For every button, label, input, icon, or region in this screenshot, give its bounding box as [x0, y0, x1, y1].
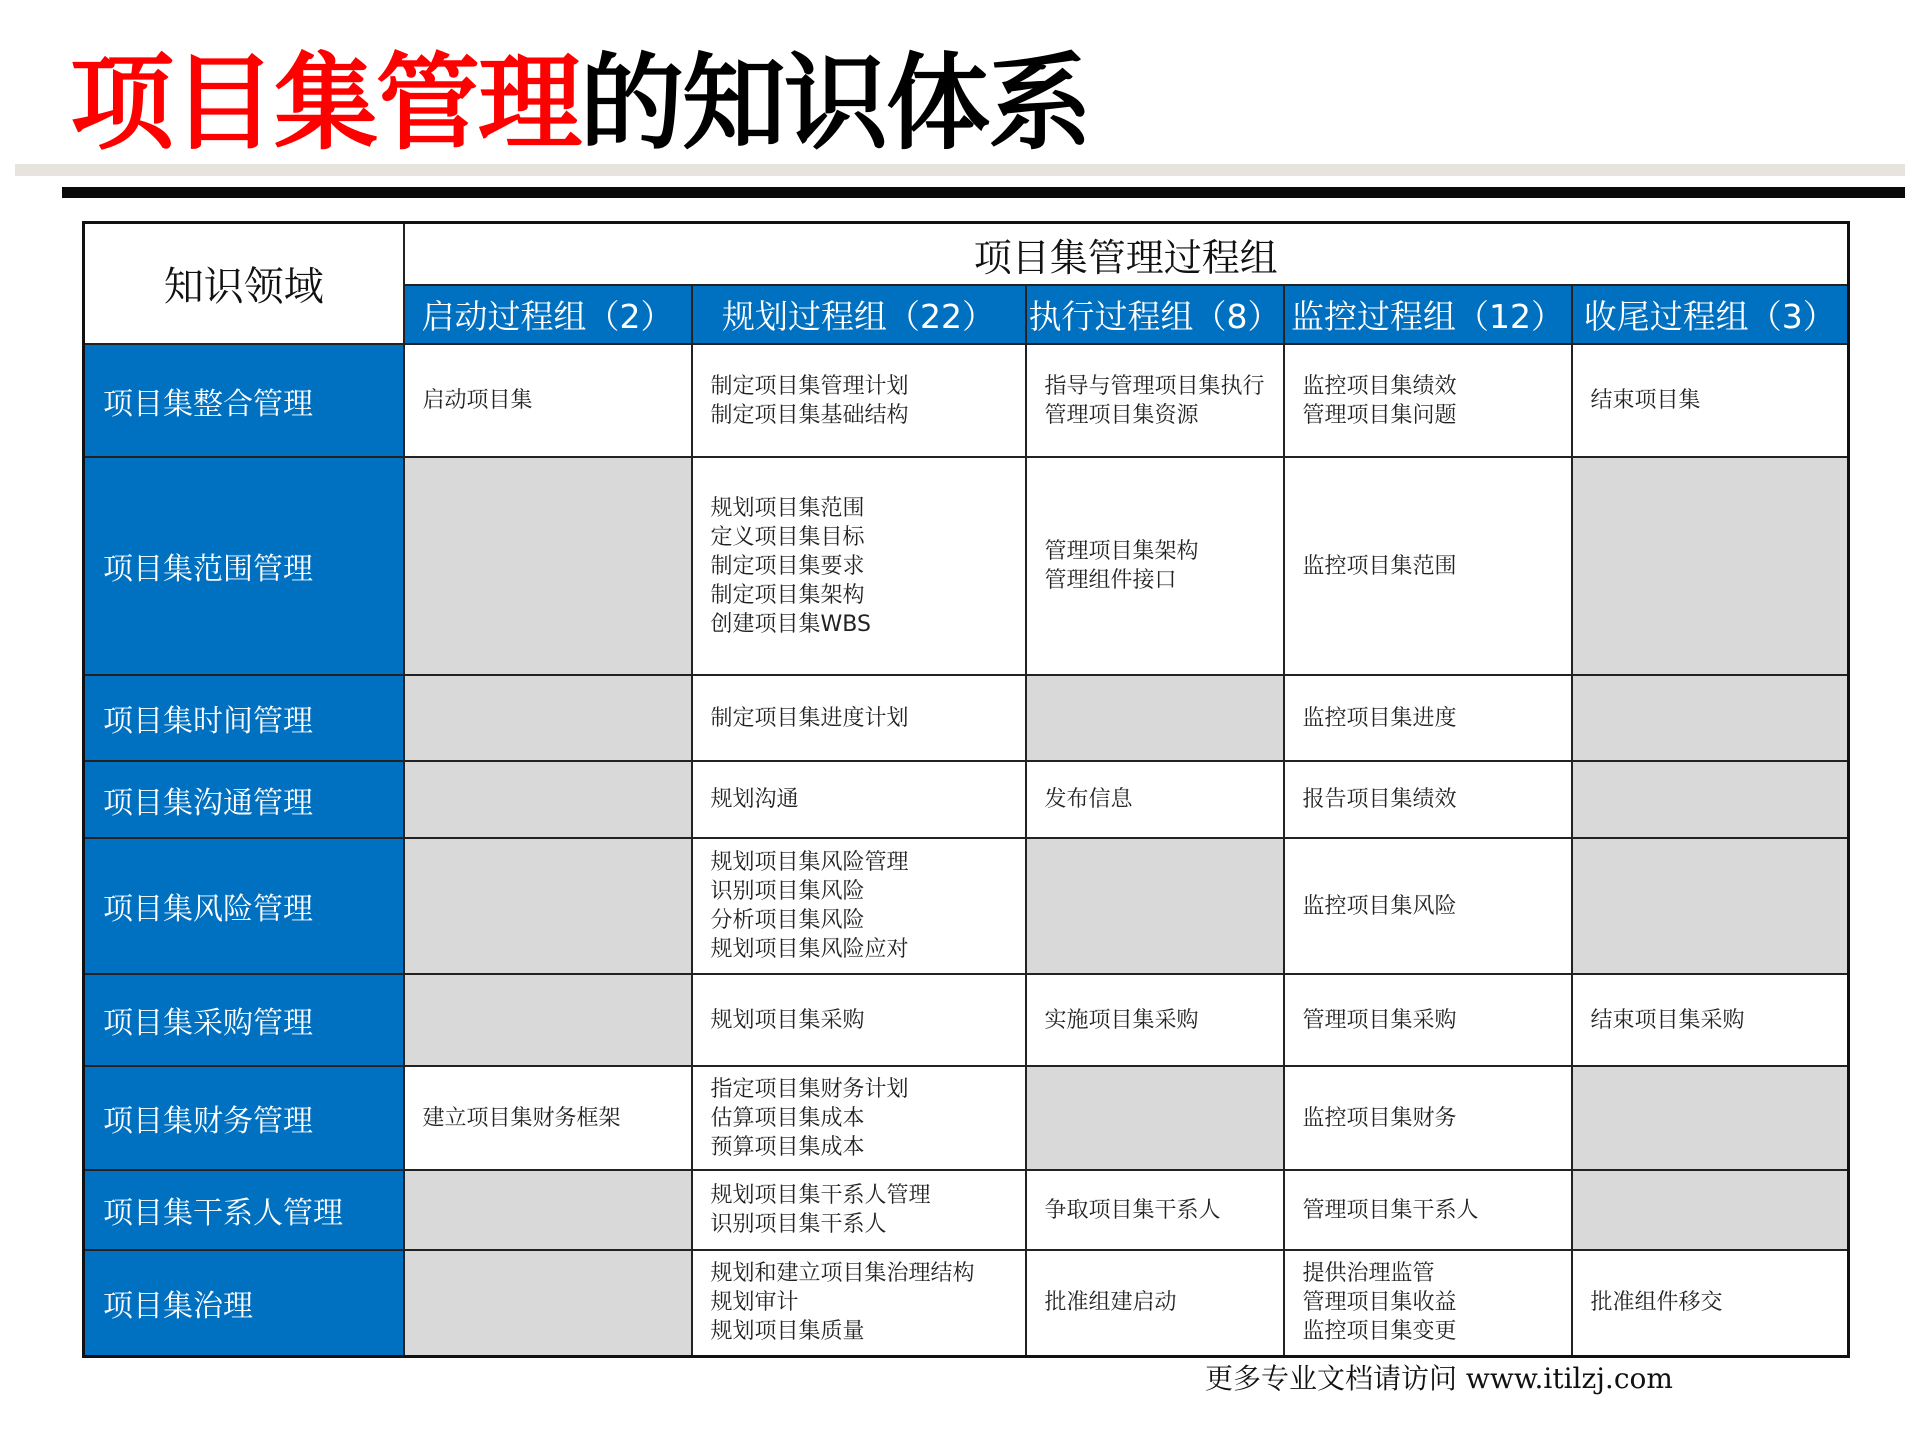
process-name: 监控项目集风险 — [1302, 893, 1457, 919]
process-cell — [1026, 1250, 1284, 1356]
process-name: 监控项目集绩效 — [1302, 373, 1457, 399]
process-cell — [1284, 1250, 1572, 1356]
process-group-title: 项目集管理过程组 — [404, 223, 1849, 286]
process-name: 管理组件接口 — [1044, 568, 1177, 593]
empty-process-cell — [1026, 1066, 1284, 1170]
page-title-black-part: 的知识体系 — [580, 42, 1091, 164]
process-name: 建立项目集财务框架 — [422, 1105, 621, 1131]
process-cell — [1284, 1170, 1572, 1250]
process-cell — [692, 1170, 1026, 1250]
knowledge-matrix-table — [82, 221, 1850, 1358]
process-name: 规划项目集风险管理 — [710, 850, 909, 875]
process-cell — [404, 1066, 692, 1170]
process-name: 监控项目集变更 — [1302, 1319, 1457, 1345]
page-title-red-part: 项目集管理 — [70, 42, 581, 164]
process-name: 制定项目集架构 — [710, 582, 865, 608]
empty-process-cell — [1026, 838, 1284, 974]
process-cell — [1572, 974, 1849, 1066]
process-name: 监控项目集进度 — [1302, 705, 1457, 731]
empty-process-cell — [404, 1250, 692, 1356]
process-name: 管理项目集架构 — [1044, 539, 1199, 564]
footer-watermark: 更多专业文档请访问 www.itilzj.com — [1205, 1362, 1673, 1395]
process-name: 管理项目集资源 — [1044, 402, 1199, 428]
empty-process-cell — [1572, 1170, 1849, 1250]
empty-process-cell — [404, 974, 692, 1066]
table-row — [84, 1170, 1849, 1250]
empty-process-cell — [404, 838, 692, 974]
process-name: 监控项目集财务 — [1302, 1105, 1457, 1131]
process-name: 规划和建立项目集治理结构 — [710, 1261, 975, 1287]
process-name: 报告项目集绩效 — [1302, 787, 1457, 812]
process-name: 启动项目集 — [422, 388, 533, 413]
empty-process-cell — [1572, 838, 1849, 974]
process-cell — [1284, 1066, 1572, 1170]
process-group-header: 规划过程组（22） — [692, 285, 1026, 344]
process-name: 实施项目集采购 — [1044, 1007, 1199, 1033]
process-name: 管理项目集采购 — [1302, 1007, 1457, 1033]
process-name: 监控项目集范围 — [1302, 553, 1457, 579]
table-row — [84, 344, 1849, 457]
process-name: 管理项目集干系人 — [1302, 1197, 1479, 1223]
process-cell — [1284, 761, 1572, 838]
knowledge-area-label: 项目集采购管理 — [84, 974, 404, 1066]
knowledge-area-header: 知识领域 — [84, 223, 404, 345]
process-name: 发布信息 — [1044, 787, 1133, 812]
process-cell — [1284, 344, 1572, 457]
process-cell — [1026, 974, 1284, 1066]
title-underline-strip — [15, 164, 1905, 176]
table-row — [84, 675, 1849, 761]
empty-process-cell — [1572, 675, 1849, 761]
process-cell — [692, 1250, 1026, 1356]
process-name: 规划项目集质量 — [710, 1319, 865, 1345]
process-name: 批准组建启动 — [1044, 1290, 1177, 1316]
process-cell — [1284, 838, 1572, 974]
table-row — [84, 761, 1849, 838]
process-name: 定义项目集目标 — [710, 524, 865, 550]
process-cell — [692, 838, 1026, 974]
process-cell — [1026, 344, 1284, 457]
table-row — [84, 457, 1849, 675]
process-name: 管理项目集收益 — [1302, 1290, 1457, 1316]
process-name: 制定项目集基础结构 — [710, 402, 909, 428]
process-name: 制定项目集管理计划 — [710, 373, 909, 399]
process-name: 规划项目集风险应对 — [710, 937, 909, 962]
empty-process-cell — [404, 761, 692, 838]
process-name: 预算项目集成本 — [710, 1134, 865, 1160]
process-name: 规划沟通 — [710, 787, 799, 812]
page-title — [70, 38, 1090, 168]
knowledge-area-label: 项目集时间管理 — [84, 675, 404, 761]
process-name: 制定项目集要求 — [710, 553, 865, 579]
knowledge-area-label: 项目集财务管理 — [84, 1066, 404, 1170]
process-name: 管理项目集问题 — [1302, 402, 1457, 428]
table-row — [84, 1066, 1849, 1170]
process-name: 指导与管理项目集执行 — [1044, 373, 1265, 399]
process-cell — [692, 675, 1026, 761]
knowledge-area-label: 项目集整合管理 — [84, 344, 404, 457]
process-cell — [1572, 1250, 1849, 1356]
empty-process-cell — [404, 457, 692, 675]
knowledge-area-label: 项目集沟通管理 — [84, 761, 404, 838]
process-cell — [1026, 1170, 1284, 1250]
process-name: 结束项目集采购 — [1590, 1007, 1745, 1033]
process-name: 规划项目集采购 — [710, 1007, 865, 1033]
empty-process-cell — [1572, 761, 1849, 838]
empty-process-cell — [404, 1170, 692, 1250]
empty-process-cell — [1572, 457, 1849, 675]
empty-process-cell — [1572, 1066, 1849, 1170]
process-name: 规划项目集范围 — [710, 495, 865, 521]
process-cell — [404, 344, 692, 457]
knowledge-area-label: 项目集干系人管理 — [84, 1170, 404, 1250]
knowledge-area-label: 项目集风险管理 — [84, 838, 404, 974]
process-name: 规划审计 — [710, 1290, 799, 1316]
process-name: 制定项目集进度计划 — [710, 705, 909, 731]
process-cell — [1572, 344, 1849, 457]
process-name: 创建项目集WBS — [710, 611, 871, 637]
process-name: 分析项目集风险 — [710, 908, 865, 933]
process-name: 争取项目集干系人 — [1044, 1197, 1221, 1223]
empty-process-cell — [404, 675, 692, 761]
process-name: 识别项目集风险 — [710, 879, 865, 904]
table-row — [84, 974, 1849, 1066]
process-cell — [692, 344, 1026, 457]
process-group-header: 启动过程组（2） — [404, 285, 692, 344]
process-cell — [1026, 761, 1284, 838]
process-cell — [692, 457, 1026, 675]
title-divider-bar — [62, 187, 1905, 198]
process-cell — [692, 1066, 1026, 1170]
process-name: 指定项目集财务计划 — [710, 1076, 909, 1102]
table-row — [84, 1250, 1849, 1356]
process-group-header: 执行过程组（8） — [1026, 285, 1284, 344]
process-cell — [1284, 675, 1572, 761]
knowledge-matrix-body — [84, 344, 1849, 1356]
process-name: 规划项目集干系人管理 — [710, 1183, 931, 1208]
process-name: 提供治理监管 — [1302, 1261, 1435, 1287]
process-cell — [692, 761, 1026, 838]
process-group-header: 收尾过程组（3） — [1572, 285, 1849, 344]
knowledge-area-label: 项目集治理 — [84, 1250, 404, 1356]
process-name: 批准组件移交 — [1590, 1290, 1723, 1316]
process-group-header: 监控过程组（12） — [1284, 285, 1572, 344]
process-cell — [1284, 974, 1572, 1066]
process-name: 结束项目集 — [1590, 388, 1701, 413]
process-cell — [1026, 457, 1284, 675]
process-name: 识别项目集干系人 — [710, 1212, 887, 1237]
knowledge-area-label: 项目集范围管理 — [84, 457, 404, 675]
empty-process-cell — [1026, 675, 1284, 761]
table-row — [84, 838, 1849, 974]
process-cell — [692, 974, 1026, 1066]
process-name: 估算项目集成本 — [710, 1105, 865, 1131]
process-cell — [1284, 457, 1572, 675]
